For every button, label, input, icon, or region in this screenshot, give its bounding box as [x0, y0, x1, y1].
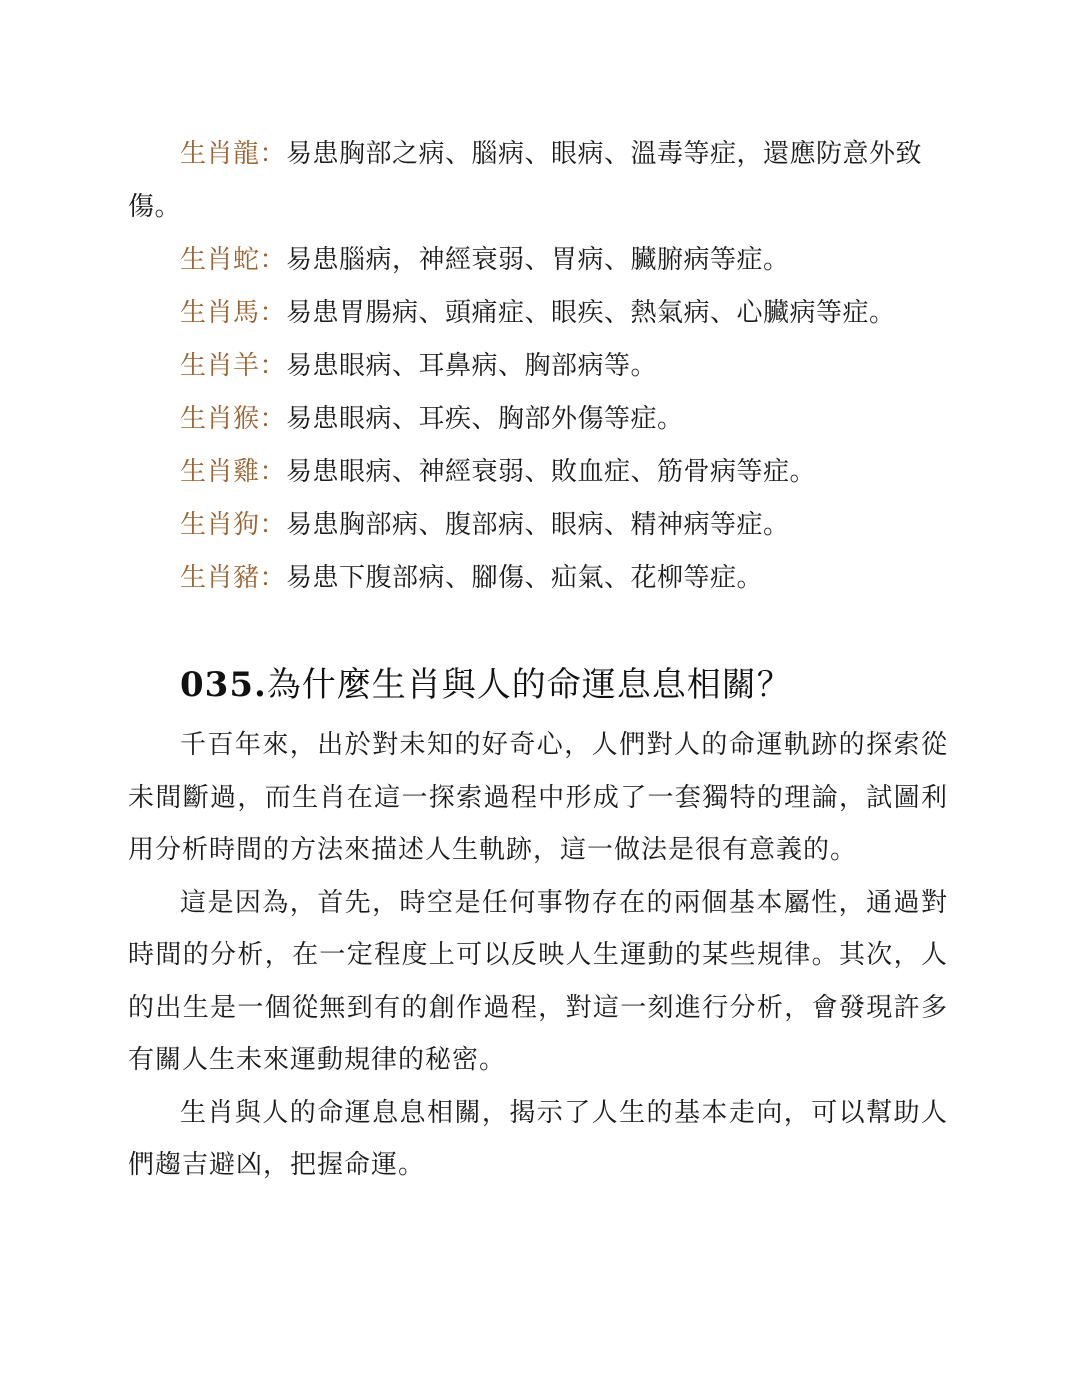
- zodiac-item-goat: [128, 340, 948, 393]
- zodiac-item-horse: [128, 287, 948, 340]
- body-paragraph-1: 千百年來，出於對未知的好奇心，人們對人的命運軌跡的探索從未間斷過，而生肖在這一探索過程中形成了一套獨特的理論，試圖利用分析時間的方法來描述人生軌跡，這一做法是很有意義的。: [128, 730, 948, 865]
- zodiac-text: 易患胸部之病、腦病、眼病、溫毒等症，還應防意外致傷。: [128, 139, 923, 222]
- body-paragraph-2: 這是因為，首先，時空是任何事物存在的兩個基本屬性，通過對時間的分析，在一定程度上可以反映人生運動的某些規律。其次，人的出生是一個從無到有的創作過程，對這一刻進行分析，會發現許多有關人生未來運動規律的秘密。: [128, 887, 948, 1075]
- zodiac-health-list: [128, 128, 948, 605]
- zodiac-text: 易患眼病、耳鼻病、胸部病等。: [286, 351, 658, 381]
- zodiac-label: 生肖蛇：: [180, 245, 287, 275]
- zodiac-text: 易患胃腸病、頭痛症、眼疾、熱氣病、心臟病等症。: [286, 298, 896, 328]
- section-heading: [128, 653, 948, 717]
- zodiac-label: 生肖猴：: [180, 404, 287, 434]
- zodiac-label: 生肖狗：: [180, 510, 287, 540]
- zodiac-text: 易患胸部病、腹部病、眼病、精神病等症。: [286, 510, 790, 540]
- document-page: [128, 128, 948, 1192]
- zodiac-item-rooster: [128, 446, 948, 499]
- zodiac-text: 易患下腹部病、腳傷、疝氣、花柳等症。: [286, 563, 764, 593]
- zodiac-text: 易患眼病、耳疾、胸部外傷等症。: [286, 404, 684, 434]
- zodiac-label: 生肖龍：: [180, 139, 287, 169]
- zodiac-label: 生肖馬：: [180, 298, 287, 328]
- zodiac-item-dog: [128, 499, 948, 552]
- zodiac-item-dragon: [128, 128, 948, 234]
- section-number: 035.: [180, 665, 267, 705]
- zodiac-item-monkey: [128, 393, 948, 446]
- zodiac-label: 生肖羊：: [180, 351, 287, 381]
- section-title-text: 為什麼生肖與人的命運息息相關？: [266, 665, 792, 705]
- body-paragraph-3: 生肖與人的命運息息相關，揭示了人生的基本走向，可以幫助人們趨吉避凶，把握命運。: [128, 1097, 948, 1180]
- zodiac-item-pig: [128, 552, 948, 605]
- zodiac-item-snake: [128, 234, 948, 287]
- zodiac-text: 易患眼病、神經衰弱、敗血症、筋骨病等症。: [286, 457, 817, 487]
- zodiac-label: 生肖雞：: [180, 457, 287, 487]
- zodiac-label: 生肖豬：: [180, 563, 287, 593]
- zodiac-text: 易患腦病，神經衰弱、胃病、臟腑病等症。: [286, 245, 790, 275]
